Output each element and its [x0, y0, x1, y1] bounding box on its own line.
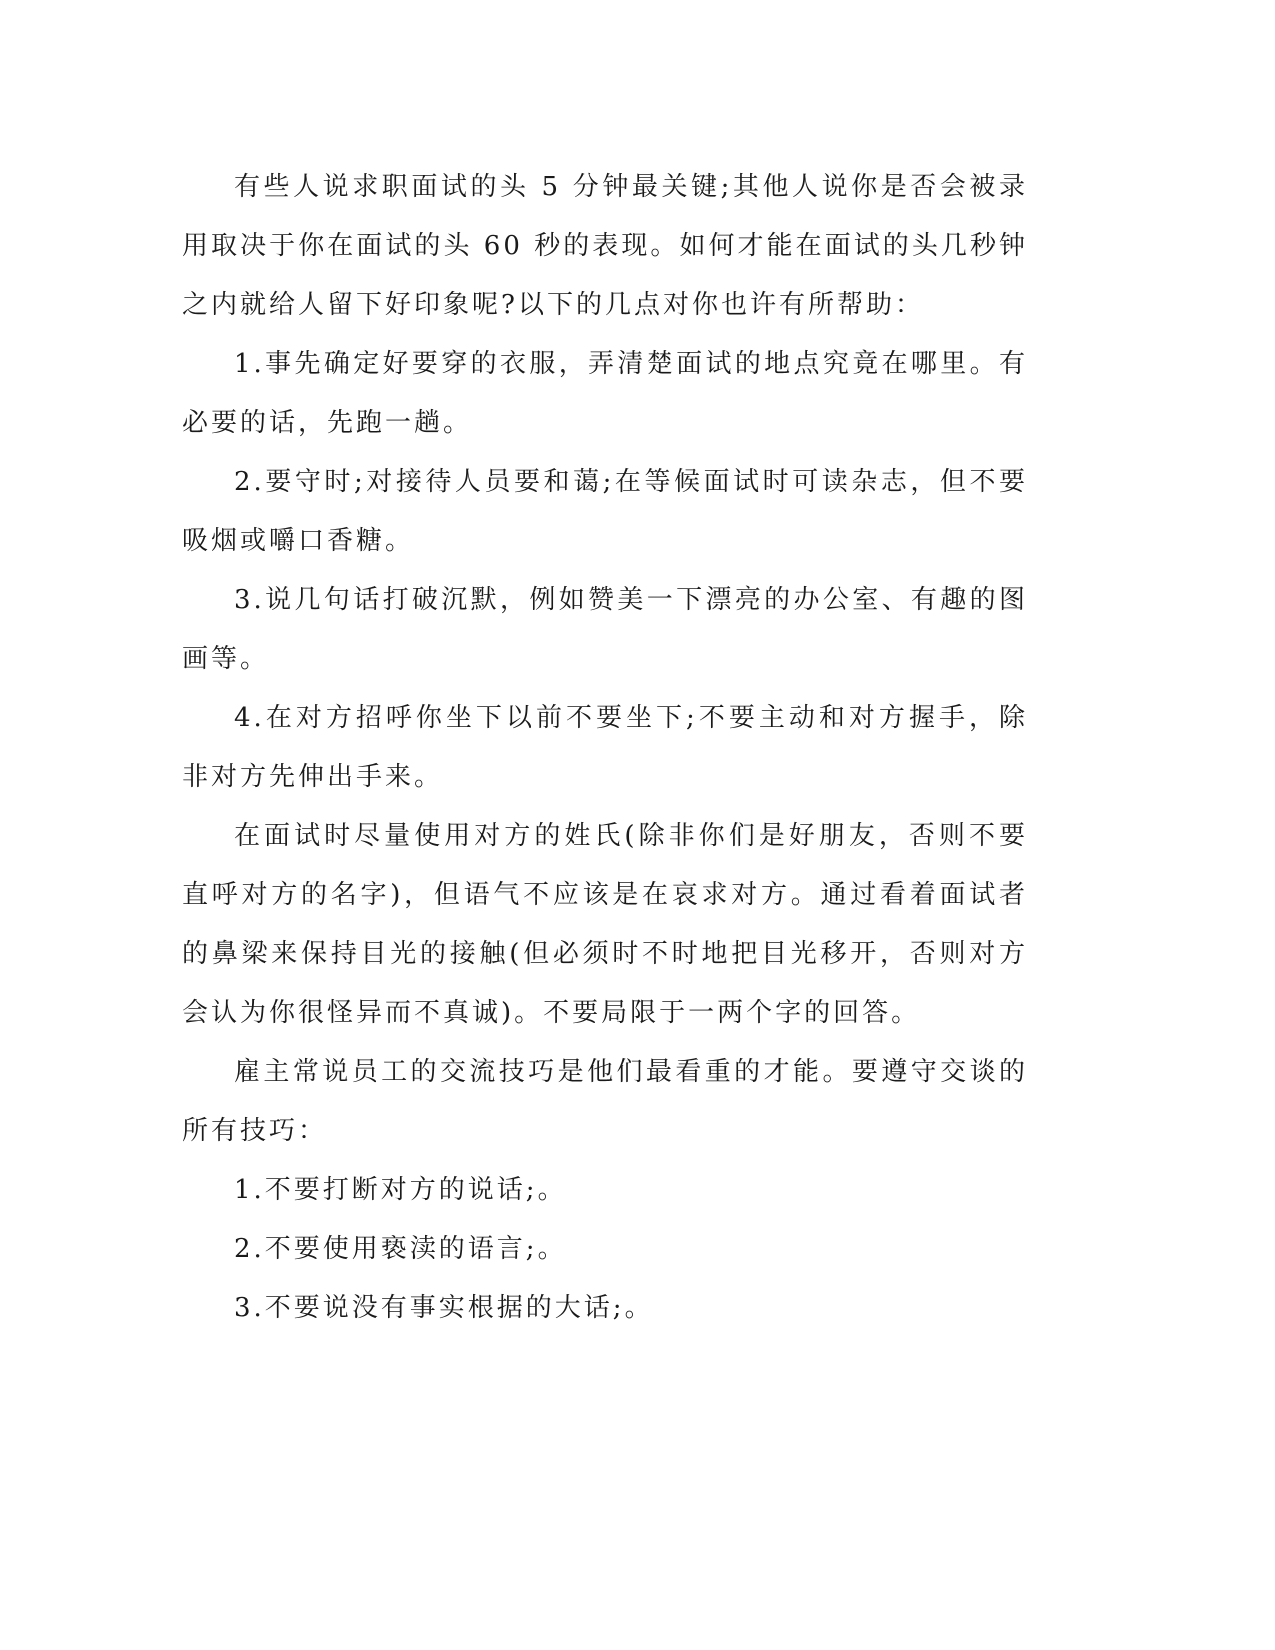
communication-skills-paragraph: 雇主常说员工的交流技巧是他们最看重的才能。要遵守交谈的所有技巧：: [182, 1057, 1028, 1146]
document-body: [182, 158, 1028, 1338]
skill-2-paragraph: 2.不要使用亵渎的语言;。: [234, 1234, 567, 1264]
tip-4-paragraph: 4.在对方招呼你坐下以前不要坐下;不要主动和对方握手，除非对方先伸出手来。: [182, 703, 1028, 792]
surname-eye-contact-paragraph: 在面试时尽量使用对方的姓氏(除非你们是好朋友，否则不要直呼对方的名字)，但语气不应该是在哀求对方。通过看着面试者的鼻梁来保持目光的接触(但必须时不时地把目光移开，否则对方会认为你很怪异而不真诚)。不要局限于一两个字的回答。: [182, 821, 1028, 1028]
skill-1-paragraph: 1.不要打断对方的说话;。: [234, 1175, 567, 1205]
tip-1-paragraph: 1.事先确定好要穿的衣服，弄清楚面试的地点究竟在哪里。有必要的话，先跑一趟。: [182, 349, 1028, 438]
skill-3-paragraph: 3.不要说没有事实根据的大话;。: [234, 1293, 654, 1323]
tip-2-paragraph: 2.要守时;对接待人员要和蔼;在等候面试时可读杂志，但不要吸烟或嚼口香糖。: [182, 467, 1028, 556]
tip-3-paragraph: 3.说几句话打破沉默，例如赞美一下漂亮的办公室、有趣的图画等。: [182, 585, 1028, 674]
intro-paragraph: 有些人说求职面试的头 5 分钟最关键;其他人说你是否会被录用取决于你在面试的头 60 秒的表现。如何才能在面试的头几秒钟之内就给人留下好印象呢?以下的几点对你也许有所帮助：: [182, 172, 1028, 320]
